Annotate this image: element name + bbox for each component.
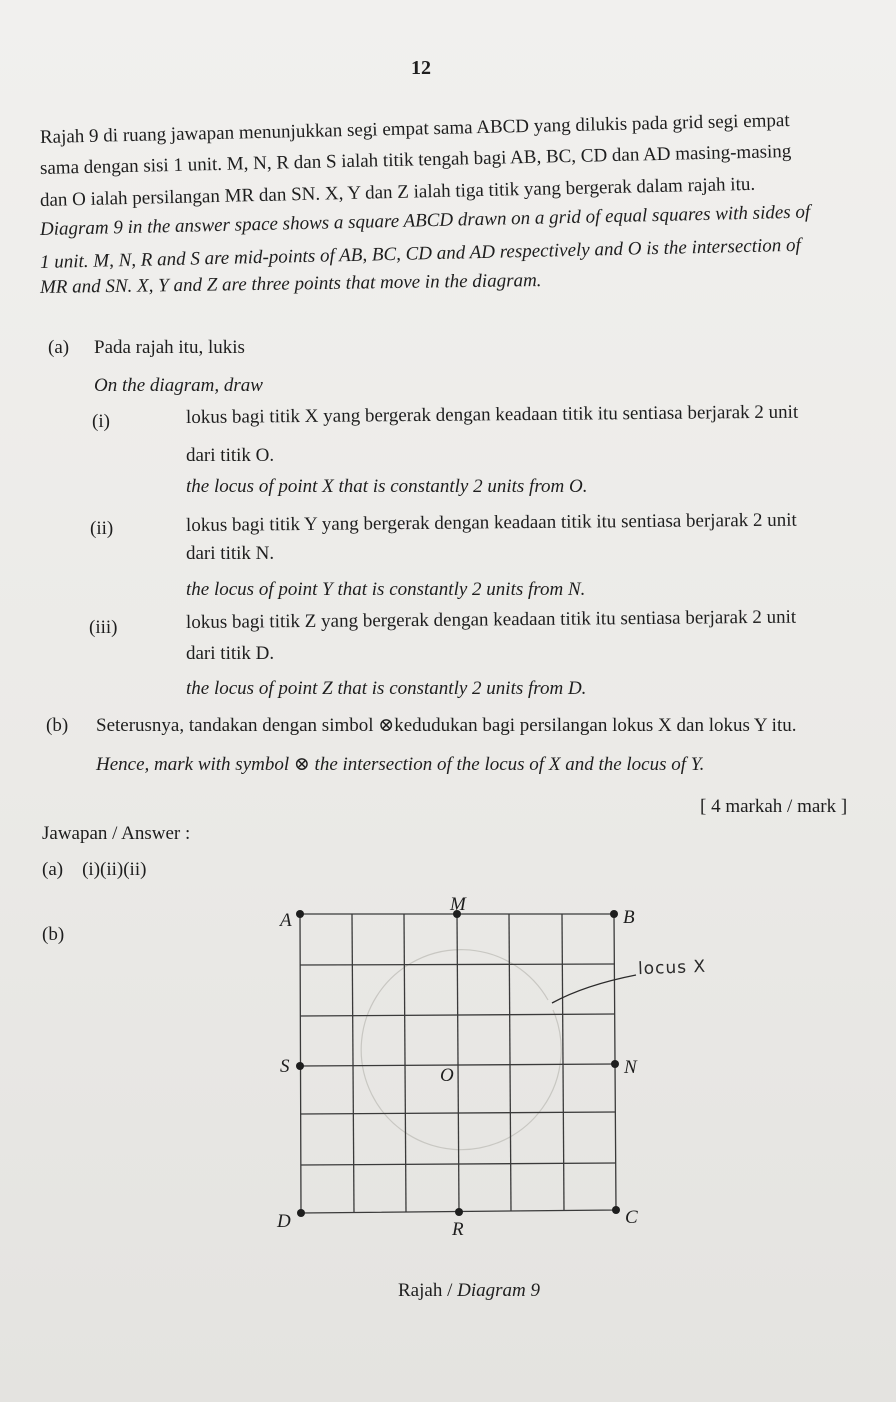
part-a-i-english: the locus of point X that is constantly 2 units from O. — [186, 476, 588, 497]
point-d-label: D — [277, 1211, 291, 1232]
point-n-dot — [611, 1060, 619, 1068]
grid-v2 — [404, 914, 406, 1212]
point-o-label: O — [440, 1065, 454, 1086]
point-c-dot — [612, 1206, 620, 1214]
handwritten-locus-note: locus X — [637, 956, 707, 980]
intro-malay-line-1: Rajah 9 di ruang jawapan menunjukkan segi empat sama ABCD yang dilukis pada grid segi empat — [39, 109, 790, 148]
point-n-label: N — [624, 1057, 637, 1078]
grid-h4 — [300, 1112, 615, 1114]
point-b-dot — [610, 910, 618, 918]
intro-english-line-3: MR and SN. X, Y and Z are three points that move in the diagram. — [39, 269, 542, 298]
grid-v3 — [457, 914, 459, 1212]
part-a-iii-num: (iii) — [89, 617, 118, 638]
point-s-label: S — [280, 1056, 290, 1077]
part-a-iii-malay-1: lokus bagi titik Z yang bergerak dengan keadaan titik itu sentiasa berjarak 2 unit — [185, 606, 797, 633]
part-a-i-num: (i) — [92, 411, 110, 432]
intro-english-line-2: 1 unit. M, N, R and S are mid-points of AB, BC, CD and AD respectively and O is the intersection of — [39, 234, 802, 273]
part-a-ii-num: (ii) — [90, 518, 114, 539]
part-a-ii-malay-2: dari titik N. — [186, 543, 275, 564]
point-r-dot — [455, 1208, 463, 1216]
part-b-label: (b) — [46, 715, 69, 736]
point-a-dot — [296, 910, 304, 918]
intro-malay-line-2: sama dengan sisi 1 unit. M, N, R dan S ialah titik tengah bagi AB, BC, CD dan AD masing-masing — [39, 140, 792, 179]
part-a-iii-english: the locus of point Z that is constantly 2 units from D. — [186, 678, 587, 699]
answer-b-label: (b) — [42, 924, 65, 945]
point-r-label: R — [452, 1219, 464, 1240]
part-b-malay: Seterusnya, tandakan dengan simbol ⊗kedudukan bagi persilangan lokus X dan lokus Y itu. — [96, 715, 797, 736]
point-d-dot — [297, 1209, 305, 1217]
locus-x-arc — [361, 950, 561, 1150]
diagram-caption: Rajah / Diagram 9 — [398, 1280, 540, 1301]
grid-h1 — [300, 964, 615, 965]
diagram-caption-english: Diagram 9 — [457, 1280, 540, 1301]
part-a-iii-malay-2: dari titik D. — [186, 643, 275, 664]
intro-malay-line-3: dan O ialah persilangan MR dan SN. X, Y dan Z ialah tiga titik yang bergerak dalam rajah itu. — [39, 173, 756, 211]
part-a-i-malay-2: dari titik O. — [186, 445, 275, 466]
part-a-label: (a) — [48, 337, 70, 358]
part-a-ii-malay-1: lokus bagi titik Y yang bergerak dengan keadaan titik itu sentiasa berjarak 2 unit — [185, 509, 797, 536]
point-s-dot — [296, 1062, 304, 1070]
grid-lines — [300, 914, 616, 1213]
intro-english-line-1: Diagram 9 in the answer space shows a square ABCD drawn on a grid of equal squares with sides of — [39, 201, 811, 240]
part-a-malay: Pada rajah itu, lukis — [94, 337, 245, 358]
point-m-label: M — [450, 894, 466, 915]
page-number: 12 — [411, 57, 431, 79]
answer-a-label: (a) (i)(ii)(ii) — [42, 859, 147, 880]
grid-v5 — [562, 914, 564, 1211]
point-a-label: A — [280, 910, 292, 931]
grid-v1 — [352, 914, 354, 1213]
answer-heading: Jawapan / Answer : — [42, 823, 191, 844]
part-a-ii-english: the locus of point Y that is constantly 2 units from N. — [186, 579, 586, 600]
locus-pointer-line — [552, 975, 636, 1003]
grid-v4 — [509, 914, 511, 1211]
part-a-english: On the diagram, draw — [94, 375, 263, 396]
part-a-i-malay-1: lokus bagi titik X yang bergerak dengan keadaan titik itu sentiasa berjarak 2 unit — [185, 401, 799, 428]
point-c-label: C — [625, 1207, 638, 1228]
marks-label: [ 4 markah / mark ] — [700, 796, 848, 817]
part-b-english: Hence, mark with symbol ⊗ the intersection of the locus of X and the locus of Y. — [96, 754, 705, 775]
point-b-label: B — [623, 907, 635, 928]
